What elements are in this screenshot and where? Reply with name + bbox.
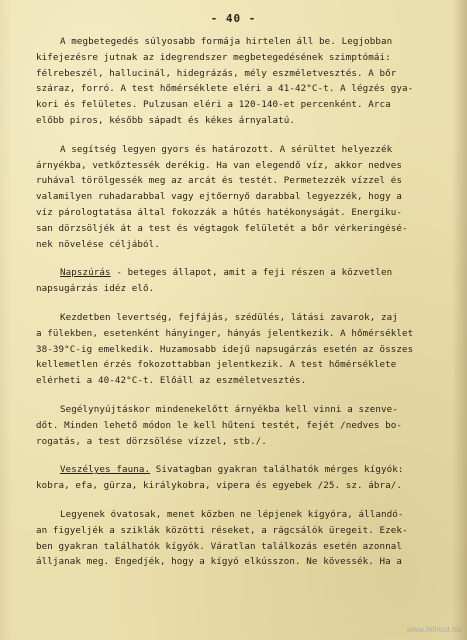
text-line [36, 265, 466, 281]
text-line: valamilyen ruhadarabbal vagy ejtőernyő darabbal legyezzék, hogy a [36, 191, 403, 203]
section-heading-sunstroke: Napszúrás [60, 267, 111, 279]
paragraph-heat-stroke-symptoms [36, 34, 466, 129]
text-line: kifejezésre jutnak az idegrendszer megbetegedésének szimptómái: [36, 51, 391, 63]
text-line: rogatás, a test dörzsölése vízzel, stb./. [36, 435, 267, 447]
text-line: a fülekben, esetenként hányinger, hányás jelentkezik. A hőmérséklet [36, 327, 414, 339]
text-line: A megbetegedés súlyosabb formája hirtelen áll be. Legjobban [60, 36, 393, 47]
text-line [36, 462, 466, 478]
text-line: félrebeszél, hallucinál, hidegrázás, mély eszméletvesztés. A bőr [36, 67, 397, 79]
text-line: 38-39°C-ig emelkedik. Huzamosabb idejű napsugárzás esetén az összes [36, 343, 414, 355]
paragraph-sunstroke-aid [36, 402, 466, 449]
paragraph-first-aid [36, 142, 466, 253]
text-line-rest: Sivatagban gyakran találhatók mérges kígyók: [150, 464, 404, 476]
text-line: kori és felületes. Pulzusan eléri a 120-140-et percenként. Arca [36, 99, 391, 111]
paragraph-dangerous-fauna [36, 462, 466, 494]
page-number: - 40 - [210, 12, 257, 25]
watermark: www.felhout.hu [406, 625, 461, 634]
text-line: előbb piros, később sápadt és kékes árnyalatú. [36, 114, 296, 126]
text-line: nek növelése céljából. [36, 238, 160, 250]
section-heading-fauna: Veszélyes fauna. [60, 464, 151, 476]
paragraph-sunstroke-symptoms [36, 310, 466, 389]
text-line: ben gyakran találhatók kígyók. Váratlan találkozás esetén azonnal [36, 540, 403, 552]
text-line: elérheti a 40-42°C-t. Előáll az eszméletvesztés. [36, 375, 307, 387]
text-line: dőt. Minden lehető módon le kell hűteni testét, fejét /nedves bo- [36, 419, 403, 431]
paragraph-snake-caution [36, 507, 466, 570]
text-line-rest: - beteges állapot, amit a feji részen a közvetlen [110, 267, 393, 279]
text-line: san dörzsöljék át a test és végtagok felületét a bőr vérkeringésé- [36, 222, 408, 234]
text-line: Segélynyújtáskor mindenekelőtt árnyékba kell vinni a szenve- [60, 403, 398, 415]
document-body [36, 34, 466, 570]
text-line: kellemetlen érzés fokozottabban jelentkezik. A test hőmérséklete [36, 359, 397, 371]
text-line: Legyenek óvatosak, menet közben ne lépjenek kígyóra, állandó- [60, 508, 404, 520]
text-line: an figyeljék a sziklák közötti réseket, a rágcsálók üregeit. Ezek- [36, 524, 408, 536]
text-line: A segítség legyen gyors és határozott. A sérültet helyezzék [60, 143, 393, 155]
text-line: Kezdetben levertség, fejfájás, szédülés, látási zavarok, zaj [60, 311, 398, 323]
text-line: ruhával törölgessék meg az arcát és testét. Permetezzék vízzel és [36, 175, 403, 187]
text-line: árnyékba, vetkőztessék derékig. Ha van elegendő víz, akkor nedves [36, 159, 403, 171]
text-line: kobra, efa, gürza, királykobra, vipera és egyebek /25. sz. ábra/. [36, 480, 403, 492]
text-line: víz párologtatása által fokozzák a hűtés hatékonyságát. Energiku- [36, 206, 403, 218]
paragraph-sunstroke-definition [36, 265, 466, 297]
text-line: álljanak meg. Engedjék, hogy a kígyó elkússzon. Ne kövessék. Ha a [36, 556, 403, 568]
text-line: napsugárzás idéz elő. [36, 283, 155, 295]
text-line: száraz, forró. A test hőmérséklete eléri a 41-42°C-t. A légzés gya- [36, 83, 414, 95]
